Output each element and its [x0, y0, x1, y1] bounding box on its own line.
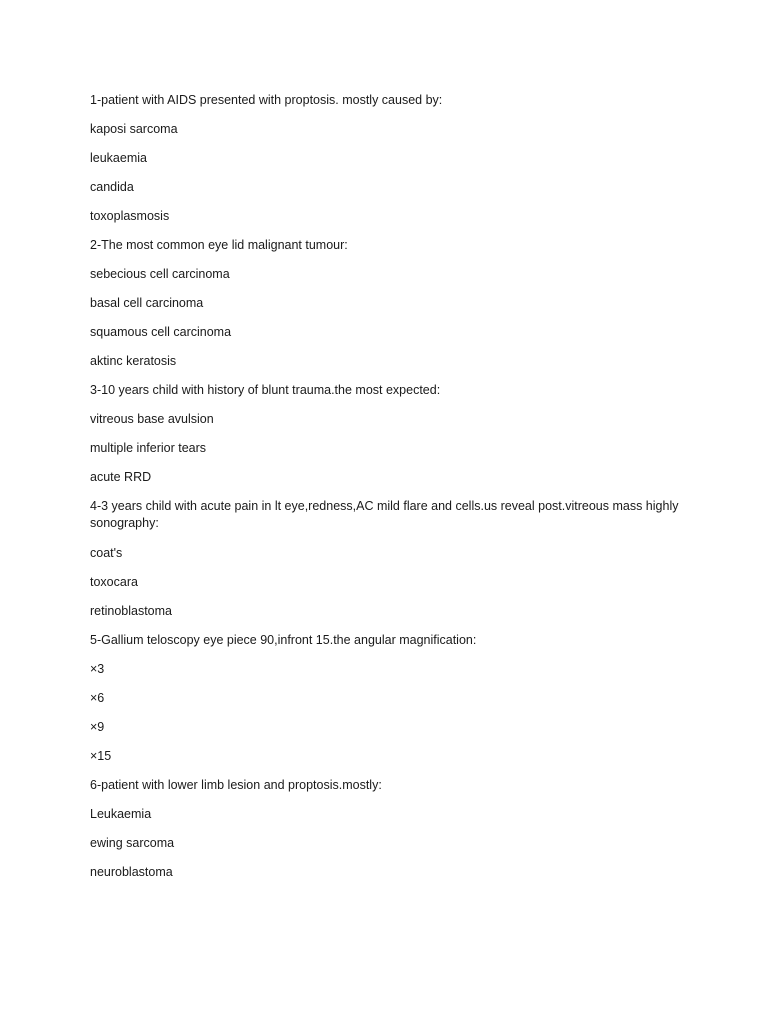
question-3-option-2: multiple inferior tears	[90, 441, 207, 455]
question-1-option-1: kaposi sarcoma	[90, 122, 178, 136]
question-5-option-2: ×6	[90, 691, 105, 705]
question-5-option-3: ×9	[90, 720, 105, 734]
question-4-option-3: retinoblastoma	[90, 604, 172, 618]
question-3-text: 3-10 years child with history of blunt trauma.the most expected:	[90, 383, 441, 397]
question-1-option-3: candida	[90, 180, 134, 194]
question-4-text: 4-3 years child with acute pain in lt eye,redness,AC mild flare and cells.us reveal post.vitreous mass highly sonography:	[90, 499, 679, 530]
question-4-option-1: coat's	[90, 546, 123, 560]
question-6-option-3: neuroblastoma	[90, 865, 173, 879]
question-1-text: 1-patient with AIDS presented with proptosis. mostly caused by:	[90, 93, 443, 107]
question-3-option-1: vitreous base avulsion	[90, 412, 214, 426]
question-5-option-1: ×3	[90, 662, 105, 676]
question-2-option-1: sebecious cell carcinoma	[90, 267, 230, 281]
question-6-option-1: Leukaemia	[90, 807, 152, 821]
question-2-option-4: aktinc keratosis	[90, 354, 177, 368]
question-6-option-2: ewing sarcoma	[90, 836, 175, 850]
question-5-option-4: ×15	[90, 749, 112, 763]
document-content	[90, 92, 690, 893]
question-2-option-3: squamous cell carcinoma	[90, 325, 232, 339]
question-4-option-2: toxocara	[90, 575, 138, 589]
question-2-option-2: basal cell carcinoma	[90, 296, 204, 310]
question-1-option-4: toxoplasmosis	[90, 209, 170, 223]
question-1-option-2: leukaemia	[90, 151, 147, 165]
question-6-text: 6-patient with lower limb lesion and proptosis.mostly:	[90, 778, 382, 792]
question-3-option-3: acute RRD	[90, 470, 152, 484]
question-5-text: 5-Gallium teloscopy eye piece 90,infront 15.the angular magnification:	[90, 633, 477, 647]
question-2-text: 2-The most common eye lid malignant tumour:	[90, 238, 348, 252]
